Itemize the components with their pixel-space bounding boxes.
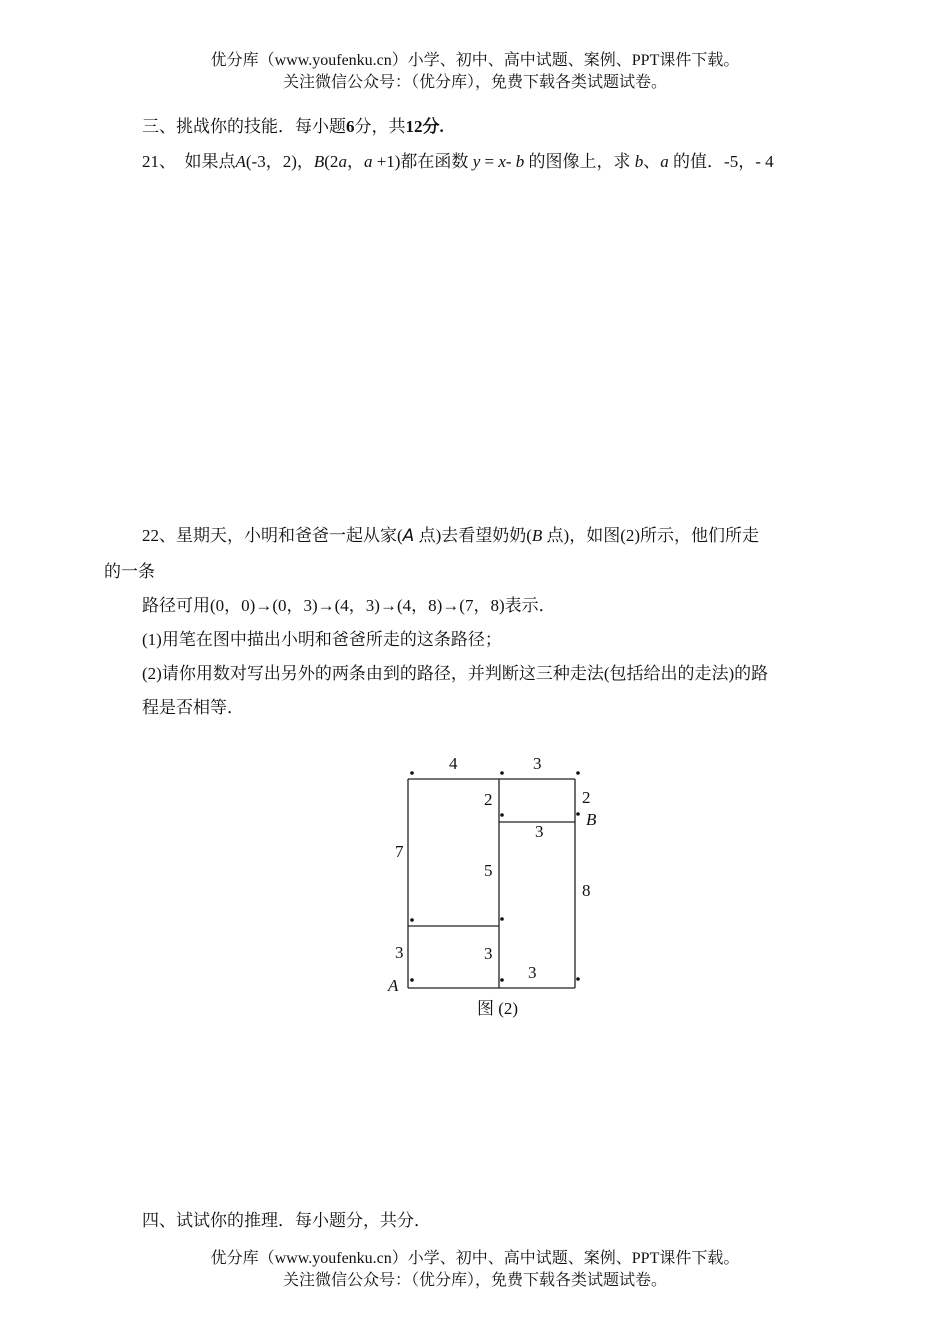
question-21: 21、 如果点A(-3，2)，B(2a，a +1)都在函数 y = x- b 的图像上，求 b、a 的值．-5，- 4 xyxy=(142,152,774,171)
point-top-left xyxy=(410,771,414,775)
label-point-b: B xyxy=(586,810,597,829)
label-left-7: 7 xyxy=(395,842,404,861)
label-middle-3: 3 xyxy=(484,944,493,963)
question-22-line-2: 的一条 xyxy=(104,562,155,581)
label-left-3: 3 xyxy=(395,943,404,962)
label-top-right-3: 3 xyxy=(533,754,542,773)
question-22-part-1: (1)用笔在图中描出小明和爸爸所走的这条路径； xyxy=(142,630,502,649)
label-inner-2: 2 xyxy=(484,790,493,809)
point-bottom-middle xyxy=(500,978,504,982)
question-22-path: 路径可用(0，0)→(0，3)→(4，3)→(4，8)→(7，8)表示． xyxy=(142,596,556,615)
figure-2 xyxy=(380,748,610,1028)
point-middle-lower xyxy=(500,917,504,921)
footer-line-1: 优分库（www.youfenku.cn）小学、初中、高中试题、案例、PPT课件下载。 xyxy=(210,1250,740,1267)
point-b xyxy=(576,812,580,816)
label-right-2: 2 xyxy=(582,788,591,807)
section-4-heading: 四、试试你的推理．每小题分，共分． xyxy=(142,1211,431,1230)
label-point-a: A xyxy=(388,976,399,995)
label-top-left-4: 4 xyxy=(449,754,458,773)
question-22-part-2-cont: 程是否相等． xyxy=(142,698,244,717)
label-right-8: 8 xyxy=(582,881,591,900)
figure-2-diagram xyxy=(380,748,610,1028)
figure-caption: 图 (2) xyxy=(477,999,519,1018)
label-bottom-3: 3 xyxy=(528,963,537,982)
point-a xyxy=(410,978,414,982)
question-22-line-1: 22、星期天，小明和爸爸一起从家(A 点)去看望奶奶(B 点)，如图(2)所示，他们所走 xyxy=(142,526,760,546)
point-top-right xyxy=(576,771,580,775)
question-22-part-2: (2)请你用数对写出另外的两条由到的路径，并判断这三种走法(包括给出的走法)的路 xyxy=(142,664,769,684)
point-left-middle xyxy=(410,918,414,922)
label-inner-5: 5 xyxy=(484,861,493,880)
header-line-1: 优分库（www.youfenku.cn）小学、初中、高中试题、案例、PPT课件下载。 xyxy=(210,52,740,69)
point-top-middle xyxy=(500,771,504,775)
point-middle-upper xyxy=(500,813,504,817)
section-3-heading: 三、挑战你的技能．每小题6分，共12分. xyxy=(142,117,444,136)
header-line-2: 关注微信公众号：（优分库），免费下载各类试题试卷。 xyxy=(282,74,667,91)
footer-line-2: 关注微信公众号：（优分库），免费下载各类试题试卷。 xyxy=(282,1272,667,1289)
point-bottom-right xyxy=(576,977,580,981)
label-inner-3: 3 xyxy=(535,822,544,841)
